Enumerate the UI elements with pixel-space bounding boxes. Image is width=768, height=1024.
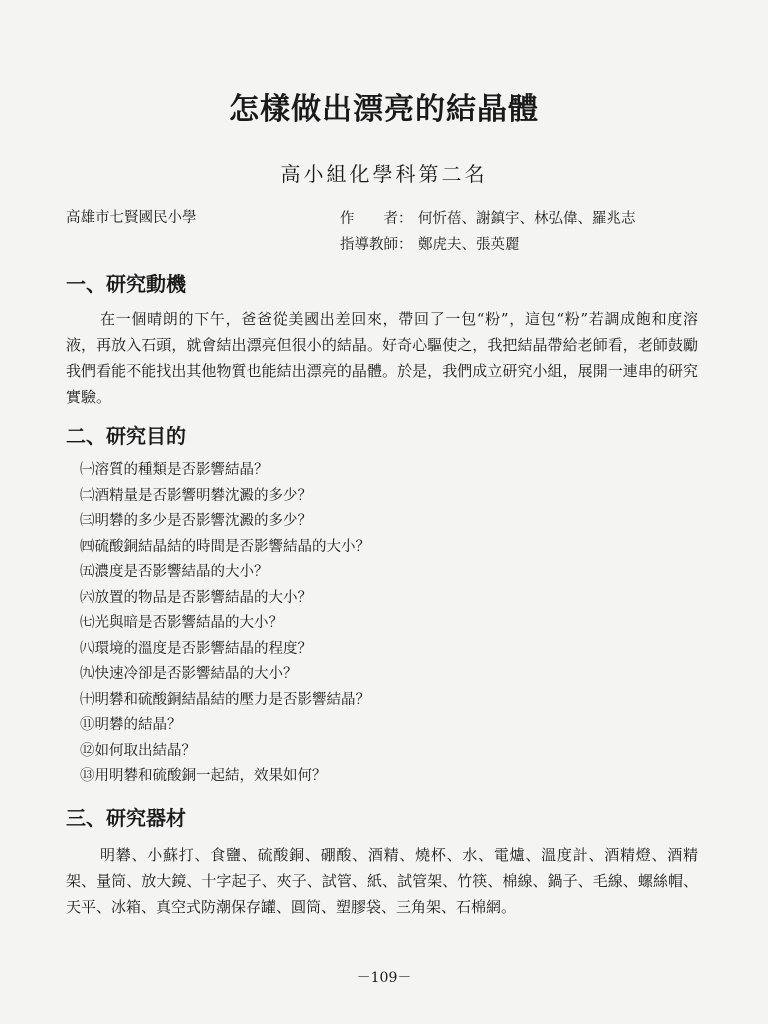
- authors-block: [340, 206, 636, 258]
- authors-label: 作 者：: [340, 211, 413, 227]
- section-heading-materials: 三、研究器材: [66, 806, 186, 830]
- list-item: ㈢明礬的多少是否影響沈澱的多少？: [80, 513, 312, 529]
- advisors-names: 鄭虎夫、張英麗: [418, 237, 520, 253]
- list-item: ⑬用明礬和硫酸銅一起結，效果如何？: [80, 768, 327, 784]
- list-item: ㈥放置的物品是否影響結晶的大小？: [80, 589, 312, 606]
- purpose-list: [80, 458, 370, 790]
- motivation-paragraph: 在一個晴朗的下午，爸爸從美國出差回來，帶回了一包“粉”，這包“粉”若調成飽和度溶液，再放入石頭，就會結出漂亮但很小的結晶。好奇心驅使之，我把結晶帶給老師看，老師鼓勵我們看能不能找出其他物質也能結出漂亮的晶體。於是，我們成立研究小組，展開一連串的研究實驗。: [66, 310, 698, 406]
- list-item: ㈨快速冷卻是否影響結晶的大小？: [80, 666, 298, 682]
- materials-paragraph: 明礬、小蘇打、食鹽、硫酸銅、硼酸、酒精、燒杯、水、電爐、溫度計、酒精燈、酒精架、量筒、放大鏡、十字起子、夾子、試管、紙、試管架、竹筷、棉線、鍋子、毛線、螺絲帽、天平、冰箱、真空式防潮保存罐、圓筒、塑膠袋、三角架、石棉網。: [66, 846, 698, 916]
- advisors-label: 指導教師：: [340, 237, 413, 253]
- school-name: 高雄市七賢國民小學: [66, 210, 197, 226]
- list-item: ㈡酒精量是否影響明礬沈澱的多少？: [80, 487, 312, 504]
- authors-line: [340, 206, 636, 232]
- list-item: ㈤濃度是否影響結晶的大小？: [80, 564, 269, 580]
- page-number: －109－: [356, 970, 412, 986]
- list-item: ⑪明礬的結晶？: [80, 717, 182, 733]
- list-item: ㈠溶質的種類是否影響結晶？: [80, 462, 269, 478]
- list-item: ㈩明礬和硫酸銅結晶結的壓力是否影響結晶？: [80, 691, 370, 708]
- document-title: 怎樣做出漂亮的結晶體: [229, 92, 539, 127]
- list-item: ㈦光與暗是否影響結晶的大小？: [80, 615, 283, 631]
- award-subtitle: 高小組化學科第二名: [280, 162, 488, 186]
- authors-names: 何忻蓓、謝鎮宇、林弘偉、羅兆志: [418, 211, 636, 227]
- advisors-line: [340, 232, 636, 258]
- list-item: ㈣硫酸銅結晶結的時間是否影響結晶的大小？: [80, 538, 370, 555]
- section-heading-purpose: 二、研究目的: [66, 424, 186, 448]
- section-heading-motivation: 一、研究動機: [66, 272, 186, 296]
- list-item: ㈧環境的溫度是否影響結晶的程度？: [80, 640, 312, 657]
- list-item: ⑫如何取出結晶？: [80, 742, 196, 759]
